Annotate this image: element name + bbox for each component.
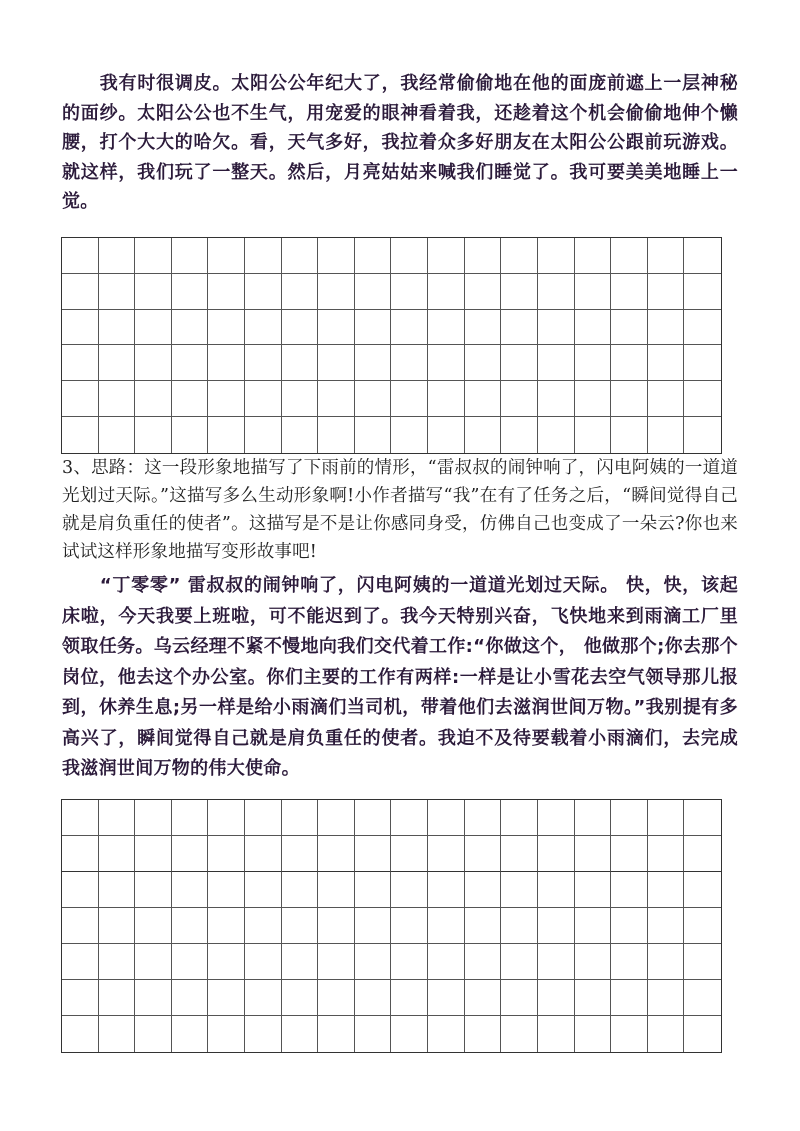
grid-cell[interactable] [99, 908, 136, 944]
grid-cell[interactable] [135, 836, 172, 872]
writing-grid-1[interactable] [61, 237, 722, 454]
grid-cell[interactable] [62, 944, 99, 980]
grid-cell[interactable] [208, 980, 245, 1016]
grid-cell[interactable] [648, 345, 685, 381]
grid-cell[interactable] [62, 800, 99, 836]
grid-cell[interactable] [611, 800, 648, 836]
grid-cell[interactable] [501, 836, 538, 872]
grid-cell[interactable] [538, 310, 575, 346]
grid-cell[interactable] [245, 238, 282, 274]
grid-cell[interactable] [391, 381, 428, 417]
grid-cell[interactable] [135, 310, 172, 346]
grid-cell[interactable] [465, 872, 502, 908]
grid-cell[interactable] [172, 381, 209, 417]
grid-cell[interactable] [391, 417, 428, 453]
grid-cell[interactable] [172, 238, 209, 274]
grid-cell[interactable] [428, 908, 465, 944]
grid-cell[interactable] [684, 836, 721, 872]
grid-cell[interactable] [99, 872, 136, 908]
grid-cell[interactable] [575, 872, 612, 908]
grid-cell[interactable] [318, 800, 355, 836]
grid-cell[interactable] [282, 980, 319, 1016]
grid-cell[interactable] [135, 908, 172, 944]
grid-cell[interactable] [282, 908, 319, 944]
grid-cell[interactable] [135, 800, 172, 836]
grid-cell[interactable] [611, 1016, 648, 1052]
grid-cell[interactable] [208, 274, 245, 310]
grid-cell[interactable] [684, 274, 721, 310]
grid-cell[interactable] [62, 238, 99, 274]
grid-cell[interactable] [575, 417, 612, 453]
grid-cell[interactable] [62, 381, 99, 417]
grid-cell[interactable] [501, 872, 538, 908]
grid-cell[interactable] [62, 908, 99, 944]
grid-cell[interactable] [684, 345, 721, 381]
grid-cell[interactable] [575, 1016, 612, 1052]
grid-cell[interactable] [428, 238, 465, 274]
grid-cell[interactable] [99, 417, 136, 453]
grid-cell[interactable] [465, 980, 502, 1016]
grid-cell[interactable] [135, 872, 172, 908]
grid-cell[interactable] [99, 274, 136, 310]
grid-cell[interactable] [538, 345, 575, 381]
grid-cell[interactable] [245, 944, 282, 980]
grid-cell[interactable] [648, 908, 685, 944]
grid-cell[interactable] [465, 836, 502, 872]
grid-cell[interactable] [318, 872, 355, 908]
grid-cell[interactable] [684, 417, 721, 453]
grid-cell[interactable] [99, 944, 136, 980]
grid-cell[interactable] [62, 345, 99, 381]
grid-cell[interactable] [501, 1016, 538, 1052]
grid-cell[interactable] [648, 836, 685, 872]
grid-cell[interactable] [172, 980, 209, 1016]
grid-cell[interactable] [428, 836, 465, 872]
grid-cell[interactable] [318, 345, 355, 381]
grid-cell[interactable] [282, 345, 319, 381]
grid-cell[interactable] [575, 238, 612, 274]
grid-cell[interactable] [611, 381, 648, 417]
grid-cell[interactable] [245, 310, 282, 346]
grid-cell[interactable] [648, 238, 685, 274]
grid-cell[interactable] [355, 310, 392, 346]
grid-cell[interactable] [575, 274, 612, 310]
passage-2: “丁零零” 雷叔叔的闹钟响了，闪电阿姨的一道道光划过天际。 快，快，该起床啦，今天我要上班啦，可不能迟到了。我今天特别兴奋，飞快地来到雨滴工厂里领取任务。乌云经理不紧不慢地向我们交代着工作:“你做这个， 他做那个;你去那个岗位，他去这个办公室。你们主要的工作有两样:一样是让小雪花去空气领导那儿报到，休养生息;另一样是给小雨滴们当司机，带着他们去滋润世间万物。”我别提有多高兴了，瞬间觉得自己就是肩负重任的使者。我迫不及待要载着小雨滴们，去完成我滋润世间万物的伟大使命。 [62, 575, 738, 779]
grid-cell[interactable] [575, 381, 612, 417]
grid-cell[interactable] [391, 944, 428, 980]
grid-cell[interactable] [648, 800, 685, 836]
grid-cell[interactable] [318, 1016, 355, 1052]
grid-cell[interactable] [391, 1016, 428, 1052]
grid-cell[interactable] [135, 944, 172, 980]
grid-cell[interactable] [245, 1016, 282, 1052]
grid-cell[interactable] [282, 238, 319, 274]
grid-cell[interactable] [208, 1016, 245, 1052]
passage-1: 我有时很调皮。太阳公公年纪大了，我经常偷偷地在他的面庞前遮上一层神秘的面纱。太阳公公也不生气，用宠爱的眼神看着我，还趁着这个机会偷偷地伸个懒腰，打个大大的哈欠。看，天气多好，我拉着众多好朋友在太阳公公跟前玩游戏。就这样，我们玩了一整天。然后，月亮姑姑来喊我们睡觉了。我可要美美地睡上一觉。 [62, 73, 738, 212]
grid-cell[interactable] [428, 345, 465, 381]
grid-cell[interactable] [355, 345, 392, 381]
grid-cell[interactable] [538, 872, 575, 908]
grid-cell[interactable] [538, 381, 575, 417]
grid-cell[interactable] [318, 908, 355, 944]
grid-cell[interactable] [538, 836, 575, 872]
grid-cell[interactable] [99, 310, 136, 346]
grid-cell[interactable] [172, 800, 209, 836]
grid-cell[interactable] [684, 908, 721, 944]
grid-cell[interactable] [282, 274, 319, 310]
grid-cell[interactable] [575, 908, 612, 944]
grid-cell[interactable] [172, 1016, 209, 1052]
grid-cell[interactable] [282, 417, 319, 453]
grid-cell[interactable] [355, 944, 392, 980]
grid-cell[interactable] [135, 980, 172, 1016]
grid-cell[interactable] [355, 417, 392, 453]
grid-cell[interactable] [282, 1016, 319, 1052]
grid-cell[interactable] [611, 274, 648, 310]
grid-cell[interactable] [355, 872, 392, 908]
grid-cell[interactable] [538, 274, 575, 310]
grid-cell[interactable] [648, 381, 685, 417]
grid-cell[interactable] [172, 944, 209, 980]
grid-cell[interactable] [465, 310, 502, 346]
grid-cell[interactable] [282, 310, 319, 346]
grid-cell[interactable] [538, 908, 575, 944]
grid-cell[interactable] [428, 800, 465, 836]
grid-cell[interactable] [172, 274, 209, 310]
grid-cell[interactable] [391, 980, 428, 1016]
grid-cell[interactable] [245, 800, 282, 836]
grid-cell[interactable] [501, 944, 538, 980]
grid-cell[interactable] [465, 800, 502, 836]
grid-cell[interactable] [428, 872, 465, 908]
grid-cell[interactable] [135, 238, 172, 274]
grid-cell[interactable] [611, 238, 648, 274]
grid-cell[interactable] [282, 836, 319, 872]
grid-cell[interactable] [282, 800, 319, 836]
grid-cell[interactable] [465, 345, 502, 381]
grid-cell[interactable] [135, 381, 172, 417]
grid-cell[interactable] [172, 872, 209, 908]
grid-cell[interactable] [62, 417, 99, 453]
grid-cell[interactable] [575, 800, 612, 836]
grid-cell[interactable] [501, 908, 538, 944]
grid-cell[interactable] [465, 238, 502, 274]
grid-cell[interactable] [684, 980, 721, 1016]
grid-cell[interactable] [172, 345, 209, 381]
grid-cell[interactable] [208, 872, 245, 908]
grid-cell[interactable] [62, 836, 99, 872]
grid-cell[interactable] [245, 836, 282, 872]
grid-cell[interactable] [318, 310, 355, 346]
grid-cell[interactable] [355, 836, 392, 872]
grid-cell[interactable] [355, 980, 392, 1016]
grid-cell[interactable] [318, 274, 355, 310]
grid-cell[interactable] [465, 274, 502, 310]
grid-cell[interactable] [391, 908, 428, 944]
grid-cell[interactable] [575, 944, 612, 980]
grid-cell[interactable] [538, 800, 575, 836]
grid-cell[interactable] [99, 1016, 136, 1052]
grid-cell[interactable] [135, 1016, 172, 1052]
grid-cell[interactable] [611, 908, 648, 944]
grid-cell[interactable] [611, 345, 648, 381]
grid-cell[interactable] [501, 980, 538, 1016]
grid-cell[interactable] [355, 1016, 392, 1052]
grid-cell[interactable] [282, 381, 319, 417]
grid-cell[interactable] [135, 417, 172, 453]
grid-cell[interactable] [208, 381, 245, 417]
grid-cell[interactable] [391, 310, 428, 346]
grid-cell[interactable] [611, 417, 648, 453]
grid-cell[interactable] [355, 274, 392, 310]
grid-cell[interactable] [99, 238, 136, 274]
grid-cell[interactable] [465, 944, 502, 980]
grid-cell[interactable] [391, 238, 428, 274]
grid-cell[interactable] [282, 944, 319, 980]
grid-cell[interactable] [501, 417, 538, 453]
grid-cell[interactable] [391, 800, 428, 836]
grid-cell[interactable] [208, 238, 245, 274]
grid-cell[interactable] [428, 944, 465, 980]
grid-cell[interactable] [245, 908, 282, 944]
grid-cell[interactable] [172, 836, 209, 872]
grid-cell[interactable] [282, 872, 319, 908]
grid-cell[interactable] [172, 310, 209, 346]
grid-cell[interactable] [355, 908, 392, 944]
grid-cell[interactable] [684, 800, 721, 836]
grid-cell[interactable] [318, 980, 355, 1016]
grid-cell[interactable] [611, 980, 648, 1016]
grid-cell[interactable] [135, 274, 172, 310]
grid-cell[interactable] [428, 310, 465, 346]
grid-cell[interactable] [245, 274, 282, 310]
grid-cell[interactable] [611, 944, 648, 980]
grid-cell[interactable] [538, 417, 575, 453]
grid-cell[interactable] [501, 800, 538, 836]
grid-cell[interactable] [648, 1016, 685, 1052]
grid-cell[interactable] [684, 381, 721, 417]
grid-cell[interactable] [648, 872, 685, 908]
grid-cell[interactable] [428, 980, 465, 1016]
grid-cell[interactable] [245, 345, 282, 381]
grid-cell[interactable] [428, 381, 465, 417]
grid-cell[interactable] [391, 274, 428, 310]
grid-cell[interactable] [575, 836, 612, 872]
grid-cell[interactable] [611, 872, 648, 908]
grid-cell[interactable] [318, 381, 355, 417]
grid-cell[interactable] [208, 417, 245, 453]
grid-cell[interactable] [318, 417, 355, 453]
grid-cell[interactable] [575, 980, 612, 1016]
grid-cell[interactable] [172, 417, 209, 453]
grid-cell[interactable] [245, 417, 282, 453]
grid-cell[interactable] [135, 345, 172, 381]
grid-cell[interactable] [501, 381, 538, 417]
grid-cell[interactable] [318, 836, 355, 872]
grid-cell[interactable] [538, 238, 575, 274]
grid-cell[interactable] [538, 980, 575, 1016]
grid-cell[interactable] [62, 274, 99, 310]
grid-cell[interactable] [648, 274, 685, 310]
grid-cell[interactable] [611, 836, 648, 872]
grid-cell[interactable] [208, 800, 245, 836]
grid-cell[interactable] [245, 980, 282, 1016]
grid-cell[interactable] [684, 872, 721, 908]
grid-cell[interactable] [501, 274, 538, 310]
grid-cell[interactable] [208, 836, 245, 872]
grid-cell[interactable] [245, 381, 282, 417]
grid-cell[interactable] [428, 417, 465, 453]
grid-cell[interactable] [355, 381, 392, 417]
grid-cell[interactable] [465, 1016, 502, 1052]
grid-cell[interactable] [648, 417, 685, 453]
grid-cell[interactable] [208, 908, 245, 944]
grid-cell[interactable] [99, 345, 136, 381]
grid-cell[interactable] [99, 800, 136, 836]
grid-cell[interactable] [648, 310, 685, 346]
hint-3: 3、思路：这一段形象地描写了下雨前的情形，“雷叔叔的闹钟响了，闪电阿姨的一道道光划过天际。”这描写多么生动形象啊!小作者描写“我”在有了任务之后，“瞬间觉得自己就是肩负重任的使者”。这描写是不是让你感同身受，仿佛自己也变成了一朵云?你也来试试这样形象地描写变形故事吧! [62, 458, 738, 562]
grid-cell[interactable] [208, 310, 245, 346]
grid-cell[interactable] [208, 944, 245, 980]
grid-cell[interactable] [465, 417, 502, 453]
grid-cell[interactable] [575, 345, 612, 381]
grid-cell[interactable] [62, 872, 99, 908]
grid-cell[interactable] [318, 238, 355, 274]
grid-cell[interactable] [465, 381, 502, 417]
grid-cell[interactable] [99, 381, 136, 417]
grid-cell[interactable] [428, 274, 465, 310]
grid-cell[interactable] [62, 980, 99, 1016]
grid-cell[interactable] [391, 345, 428, 381]
grid-cell[interactable] [318, 944, 355, 980]
grid-cell[interactable] [245, 872, 282, 908]
grid-cell[interactable] [648, 980, 685, 1016]
grid-cell[interactable] [62, 1016, 99, 1052]
grid-cell[interactable] [538, 1016, 575, 1052]
grid-cell[interactable] [428, 1016, 465, 1052]
grid-cell[interactable] [355, 238, 392, 274]
grid-cell[interactable] [684, 238, 721, 274]
grid-cell[interactable] [611, 310, 648, 346]
grid-cell[interactable] [684, 1016, 721, 1052]
grid-cell[interactable] [391, 836, 428, 872]
grid-cell[interactable] [355, 800, 392, 836]
grid-cell[interactable] [99, 980, 136, 1016]
grid-cell[interactable] [62, 310, 99, 346]
grid-cell[interactable] [575, 310, 612, 346]
grid-cell[interactable] [465, 908, 502, 944]
writing-grid-2[interactable] [61, 799, 722, 1053]
grid-cell[interactable] [501, 310, 538, 346]
grid-cell[interactable] [99, 836, 136, 872]
grid-cell[interactable] [648, 944, 685, 980]
grid-cell[interactable] [501, 345, 538, 381]
grid-cell[interactable] [208, 345, 245, 381]
grid-cell[interactable] [172, 908, 209, 944]
grid-cell[interactable] [684, 310, 721, 346]
grid-cell[interactable] [501, 238, 538, 274]
grid-cell[interactable] [684, 944, 721, 980]
grid-cell[interactable] [391, 872, 428, 908]
grid-cell[interactable] [538, 944, 575, 980]
